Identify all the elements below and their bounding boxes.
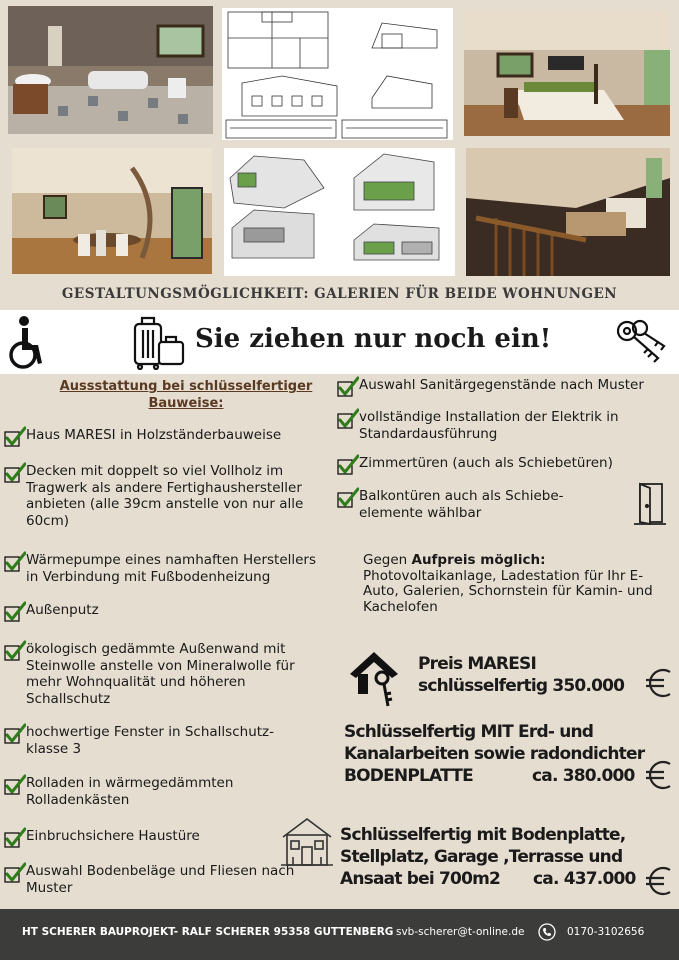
list-item-line: hochwertige Fenster in Schallschutz-	[26, 724, 275, 740]
list-item-line: Auswahl Bodenbeläge und Fliesen nach	[26, 863, 295, 879]
luggage-icon	[131, 314, 187, 370]
bathroom-photo	[8, 6, 213, 134]
footer	[0, 909, 679, 960]
list-item-line: Schallschutz	[26, 690, 111, 707]
keys-icon	[614, 318, 668, 370]
house-icon	[279, 815, 335, 869]
wheelchair-icon	[6, 315, 46, 371]
footer-company: HT SCHERER BAUPROJEKT- RALF SCHERER 95358 GUTTENBERG	[22, 926, 394, 938]
list-item-line: Außenputz	[26, 602, 99, 618]
checkmark-icon	[4, 601, 26, 623]
list-item-line: Einbruchsichere Haustüre	[26, 828, 200, 844]
list-item-line: Rolladen in wärmegedämmten	[26, 775, 234, 791]
list-item-line: klasse 3	[26, 740, 82, 757]
door-icon	[632, 482, 668, 526]
checkmark-icon	[4, 426, 26, 448]
list-item-line: 60cm)	[26, 512, 70, 529]
checkmark-icon	[4, 551, 26, 573]
list-item-line: Steinwolle anstelle von Mineralwolle für	[26, 657, 295, 674]
euro-icon	[644, 864, 676, 898]
list-item-line: anbieten (alle 39cm anstelle von nur alle	[26, 496, 304, 512]
list-item-line: vollständige Installation der Elektrik in	[359, 409, 619, 425]
list-item-line: Wärmepumpe eines namhaften Herstellers	[26, 552, 317, 568]
list-item-line: Auswahl Sanitärgegenstände nach Muster	[359, 377, 644, 393]
price-with-earthworks: Schlüsselfertig MIT Erd- und Kanalarbeiten sowie radondichter BODENPLATTE ca. 380.000	[344, 722, 645, 786]
photo-gallery	[0, 0, 679, 284]
checkmark-icon	[337, 454, 359, 476]
list-item-line: elemente wählbar	[359, 504, 482, 521]
euro-icon	[644, 758, 676, 792]
list-item-line: Balkontüren auch als Schiebe-	[359, 488, 564, 504]
checkmark-icon	[337, 487, 359, 509]
checkmark-icon	[4, 640, 26, 662]
extras-highlight: Aufpreis möglich:	[411, 552, 546, 568]
section-drawings	[224, 148, 455, 276]
list-item-line: Zimmertüren (auch als Schiebetüren)	[359, 455, 613, 471]
price-complete-package: Schlüsselfertig mit Bodenplatte, Stellplatz, Garage ,Terrasse und Ansaat bei 700m2 ca. 437.000	[340, 825, 636, 889]
list-item-line: Muster	[26, 879, 73, 896]
checkmark-icon	[4, 462, 26, 484]
bedroom-photo	[464, 10, 670, 136]
banner-text: Sie ziehen nur noch ein!	[195, 324, 552, 354]
list-item-line: Decken mit doppelt so viel Vollholz im	[26, 463, 284, 479]
footer-phone[interactable]: 0170-3102656	[567, 926, 645, 938]
checkmark-icon	[4, 774, 26, 796]
footer-email[interactable]: svb-scherer@t-online.de	[396, 926, 525, 938]
gallery-bedroom-photo	[466, 148, 670, 276]
list-item-line: Haus MARESI in Holzständerbauweise	[26, 427, 282, 443]
list-item-line: Rolladenkästen	[26, 791, 130, 808]
phone-icon	[538, 923, 556, 941]
checkmark-icon	[4, 723, 26, 745]
checkmark-icon	[4, 827, 26, 849]
checkmark-icon	[4, 862, 26, 884]
checkmark-icon	[337, 376, 359, 398]
move-in-banner	[0, 310, 679, 374]
gallery-headline: GESTALTUNGSMÖGLICHKEIT: GALERIEN FÜR BEIDE WOHNUNGEN	[61, 286, 618, 302]
floorplan-drawing	[222, 8, 453, 140]
list-item-line: mehr Wohnqualität und höheren	[26, 674, 246, 690]
euro-icon	[644, 666, 676, 700]
house-key-icon	[348, 648, 406, 710]
checkmark-icon	[337, 408, 359, 430]
price-maresi: Preis MARESI schlüsselfertig 350.000	[418, 654, 625, 696]
extras-note: Gegen Aufpreis möglich: Photovoltaikanlage, Ladestation für Ihr E- Auto, Galerien, Schornstein für Kamin- und Kachelofen	[363, 552, 653, 615]
equipment-title: Aussstattung bei schlüsselfertiger Bauweise:	[59, 379, 313, 411]
list-item-line: in Verbindung mit Fußbodenheizung	[26, 568, 271, 585]
list-item-line: Standardausführung	[359, 425, 498, 442]
list-item-line: Tragwerk als andere Fertighaushersteller	[26, 479, 302, 496]
equipment-section	[6, 378, 346, 412]
dining-room-photo	[12, 148, 212, 274]
list-item-line: ökologisch gedämmte Außenwand mit	[26, 641, 286, 657]
